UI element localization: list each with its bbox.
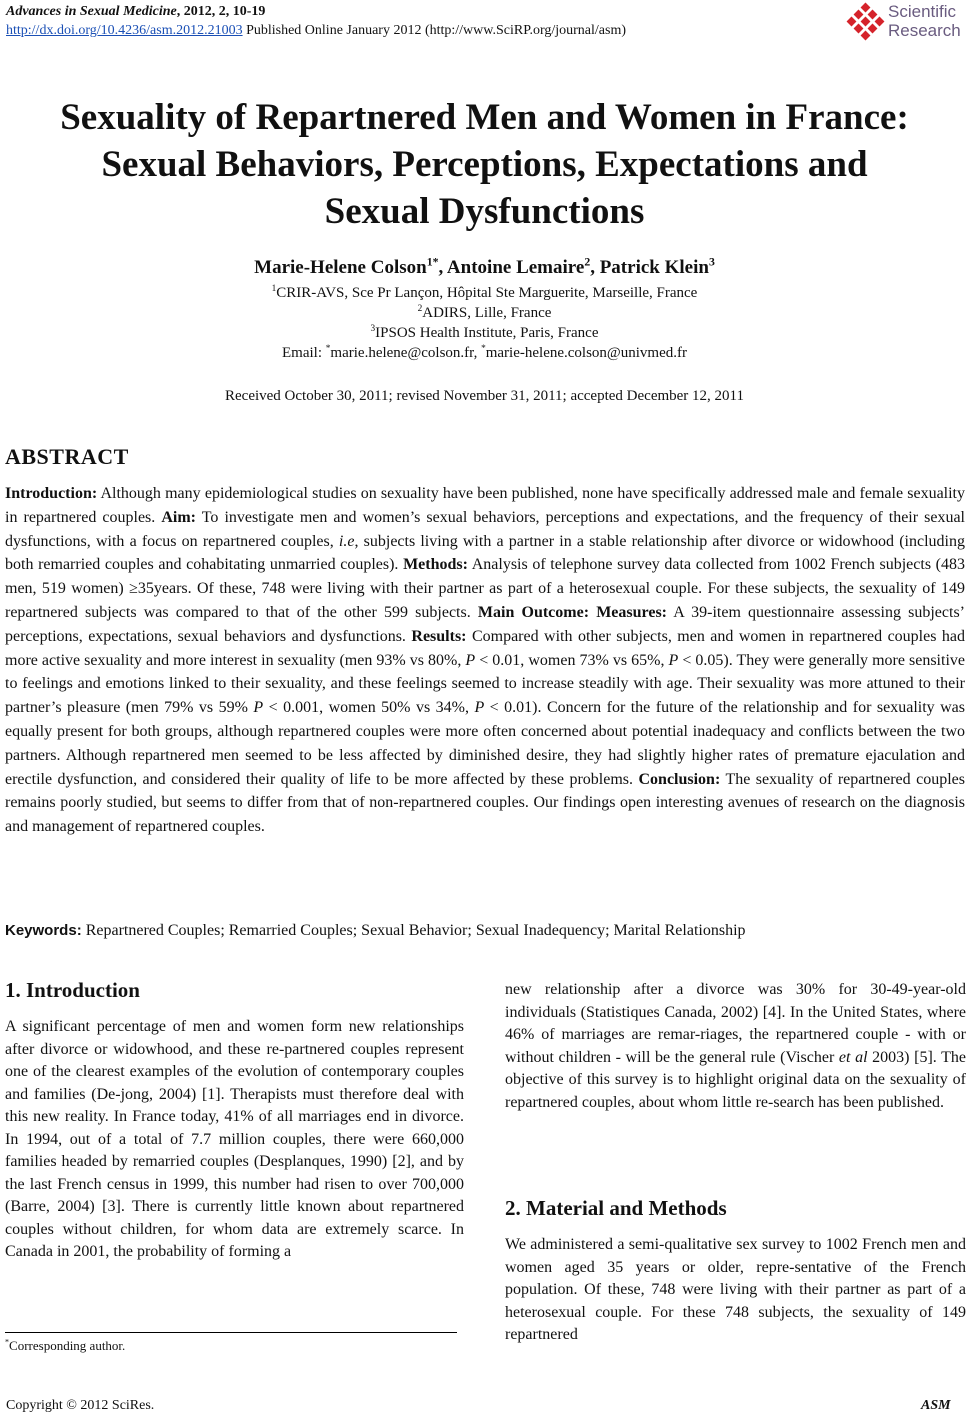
doi-line: [6, 22, 626, 40]
abstract-text: The sexuality of repartnered couples remains poorly studied, but seems to differ from that of non-repartnered couples. Our findings open interesting avenues of research on the diagnosis and management of repartnered couples.: [5, 770, 966, 836]
abstract-text: To investigate men and women’s sexual behaviors, perceptions and expectations, and the frequency of their sexual dysfunctions, with a focus on repartnered couples,: [5, 508, 965, 550]
section-heading-introduction: 1. Introduction: [5, 978, 140, 1002]
affiliation-sup: 1: [271, 284, 277, 294]
abstract-text: Analysis of telephone survey data collected from 1002 French subjects (483 men, 519 women) ≥35years. Of these, 748 were living with their partner as part of a heterosexual couple. For these subjects, the sexuality of 149 repartnered subjects was compared to that of the other 599 subjects.: [5, 556, 966, 621]
affiliation-sup: 3: [370, 324, 376, 334]
abstract-label-results: Results:: [411, 627, 467, 645]
affiliation: [0, 303, 969, 323]
abstract-text: Compared with other subjects, men and women in repartnered couples had more active sexuality and more interest in sexuality (men 93% vs 80%,: [5, 627, 965, 669]
title-line: Sexual Behaviors, Perceptions, Expectations and: [101, 144, 868, 185]
keywords-text: Repartnered Couples; Remarried Couples; Sexual Behavior; Sexual Inadequency; Marital Relationship: [81, 922, 746, 939]
affiliation: [0, 283, 969, 303]
author-sep: ,: [438, 257, 447, 278]
paper-title: [0, 94, 969, 235]
author-list: [0, 256, 969, 280]
author-sup: 3: [708, 255, 715, 269]
paragraph-text: We administered a semi-qualitative sex survey to 1002 French men and women aged 35 years or older, repre-sentative of the French population. Of these, 748 were living with their partner as part of a heterosexual couple. For these 748 subjects, the sexuality of 149 repartnered: [505, 1236, 966, 1343]
footnote-divider: [5, 1332, 457, 1333]
methods-paragraph: [505, 1234, 966, 1347]
email-label: Email:: [282, 345, 326, 361]
author-name: Marie-Helene Colson: [254, 257, 427, 278]
footnote: [5, 1337, 125, 1355]
scientific-research-logo: [848, 0, 968, 44]
affiliation-sup: 2: [417, 304, 423, 314]
abstract-text: < 0.01, women 73% vs 65%,: [475, 651, 669, 669]
logo-line-1: Scientific: [888, 2, 957, 21]
introduction-paragraph: [5, 1016, 464, 1264]
abstract-italic: P: [474, 699, 485, 717]
keywords-label: Keywords:: [5, 922, 82, 939]
introduction-paragraph-continued: [505, 979, 966, 1114]
published-text: Published Online January 2012 (http://www.SciRP.org/journal/asm): [242, 23, 626, 38]
author-sup: 2: [584, 255, 591, 269]
abstract-label-introduction: Introduction:: [5, 485, 98, 502]
abstract-text: < 0.001, women 50% vs 34%,: [263, 699, 475, 717]
journal-abbreviation: ASM: [921, 1398, 951, 1413]
paragraph-text: A significant percentage of men and women form new relationships after divorce or widowhood, and these re-partnered couples represent one of the clearest examples of the evolution of contemporary couples and families (De-jong, 2004) [1]. Therapists must therefore deal with this new reality. In France today, 41% of all marriages end in divorce. In 1994, out of a total of 7.7 million couples, there were 660,000 families headed by remarried couples (Desplanques, 1990) [2], and by the last French census in 1999, this number had risen to over 700,000 (Barre, 2004) [3]. There is currently little known about repartnered couples without children, for whom data are extremely scarce. In Canada in 2001, the probability of forming a: [5, 1018, 464, 1260]
title-line: Sexuality of Repartnered Men and Women in France:: [60, 97, 909, 138]
abstract-italic: P: [465, 651, 476, 669]
affiliation-text: CRIR-AVS, Sce Pr Lançon, Hôpital Ste Marguerite, Marseille, France: [276, 285, 698, 301]
author-sup: 1*: [426, 255, 439, 269]
section-heading-methods: 2. Material and Methods: [505, 1196, 727, 1220]
abstract-italic: P: [668, 651, 679, 669]
email-2[interactable]: marie-helene.colson@univmed.fr: [485, 345, 687, 361]
footnote-text: Corresponding author.: [9, 1338, 126, 1353]
abstract-label-conclusion: Conclusion:: [638, 770, 721, 788]
abstract-text: < 0.01). Concern for the future of the relationship and for sexuality was equally present for both groups, although repartnered couples were more often concerned about potential inadequacy and conflicts between the two partners. Although repartnered men seemed to be less affected by diminished desire, they had slightly higher rates of premature ejaculation and erectile dysfunction, and considered their quality of life to be more affected by these problems.: [5, 699, 966, 788]
title-line: Sexual Dysfunctions: [324, 191, 645, 232]
affiliation-text: IPSOS Health Institute, Paris, France: [375, 325, 599, 341]
author-sep: ,: [590, 257, 600, 278]
author-name: Antoine Lemaire: [446, 257, 585, 278]
abstract-text: , subjects living with a partner in a stable relationship after divorce or widowhood (including both remarried couples and cohabitating unmarried couples).: [5, 532, 965, 574]
abstract-label-methods: Methods:: [403, 556, 468, 574]
volume-info: , 2012, 2, 10-19: [176, 4, 266, 19]
footnote-sup: *: [5, 1337, 10, 1347]
abstract-label-aim: Aim:: [161, 508, 196, 526]
received-dates: Received October 30, 2011; revised November 31, 2011; accepted December 12, 2011: [225, 388, 744, 404]
abstract-italic: P: [253, 699, 264, 717]
author-name: Patrick Klein: [599, 257, 709, 278]
abstract-body: [5, 482, 965, 839]
logo-text: [888, 2, 961, 40]
keywords: [5, 920, 965, 942]
paragraph-italic: et al: [838, 1048, 868, 1066]
email-line: [0, 343, 969, 363]
doi-link[interactable]: http://dx.doi.org/10.4236/asm.2012.21003: [6, 23, 243, 38]
abstract-italic: i.e: [338, 532, 355, 550]
email-sep: ,: [473, 345, 482, 361]
abstract-text: Although many epidemiological studies on sexuality have been published, none have specifically addressed male and female sexuality in repartnered couples.: [5, 485, 965, 526]
abstract-label-outcome: Main Outcome: Measures:: [477, 603, 667, 621]
copyright-notice: Copyright © 2012 SciRes.: [6, 1398, 155, 1413]
affiliation: [0, 323, 969, 343]
abstract-text: < 0.05). They were generally more sensitive to feelings and emotions linked to their sexuality, and these feelings seemed to increase steadily with age. Their sexuality was more attuned to their partner’s pleasure (men 79% vs 59%: [5, 651, 965, 717]
abstract-heading: ABSTRACT: [5, 444, 129, 469]
affiliation-text: ADIRS, Lille, France: [422, 305, 552, 321]
paragraph-text: 2003) [5]. The objective of this survey is to highlight original data on the sexuality of repartnered couples, about whom little re-search has been published.: [505, 1048, 966, 1111]
journal-name: Advances in Sexual Medicine: [6, 4, 177, 19]
email-sup: *: [481, 344, 486, 354]
paragraph-text: new relationship after a divorce was 30% for 30-49-year-old individuals (Statistiques Canada, 2002) [4]. In the United States, where 46% of marriages are remar-riages, the repartnered couple - with or without children - will be the general rule (Vischer: [505, 981, 966, 1066]
logo-line-2: Research: [888, 21, 961, 40]
journal-citation: [6, 3, 265, 21]
abstract-text: A 39-item questionnaire assessing subjects’ perceptions, expectations, sexual behaviors and dysfunctions.: [5, 603, 965, 645]
email-1[interactable]: marie.helene@colson.fr: [330, 345, 474, 361]
email-sup: *: [325, 344, 331, 354]
logo-diamond-icon: [848, 4, 884, 40]
